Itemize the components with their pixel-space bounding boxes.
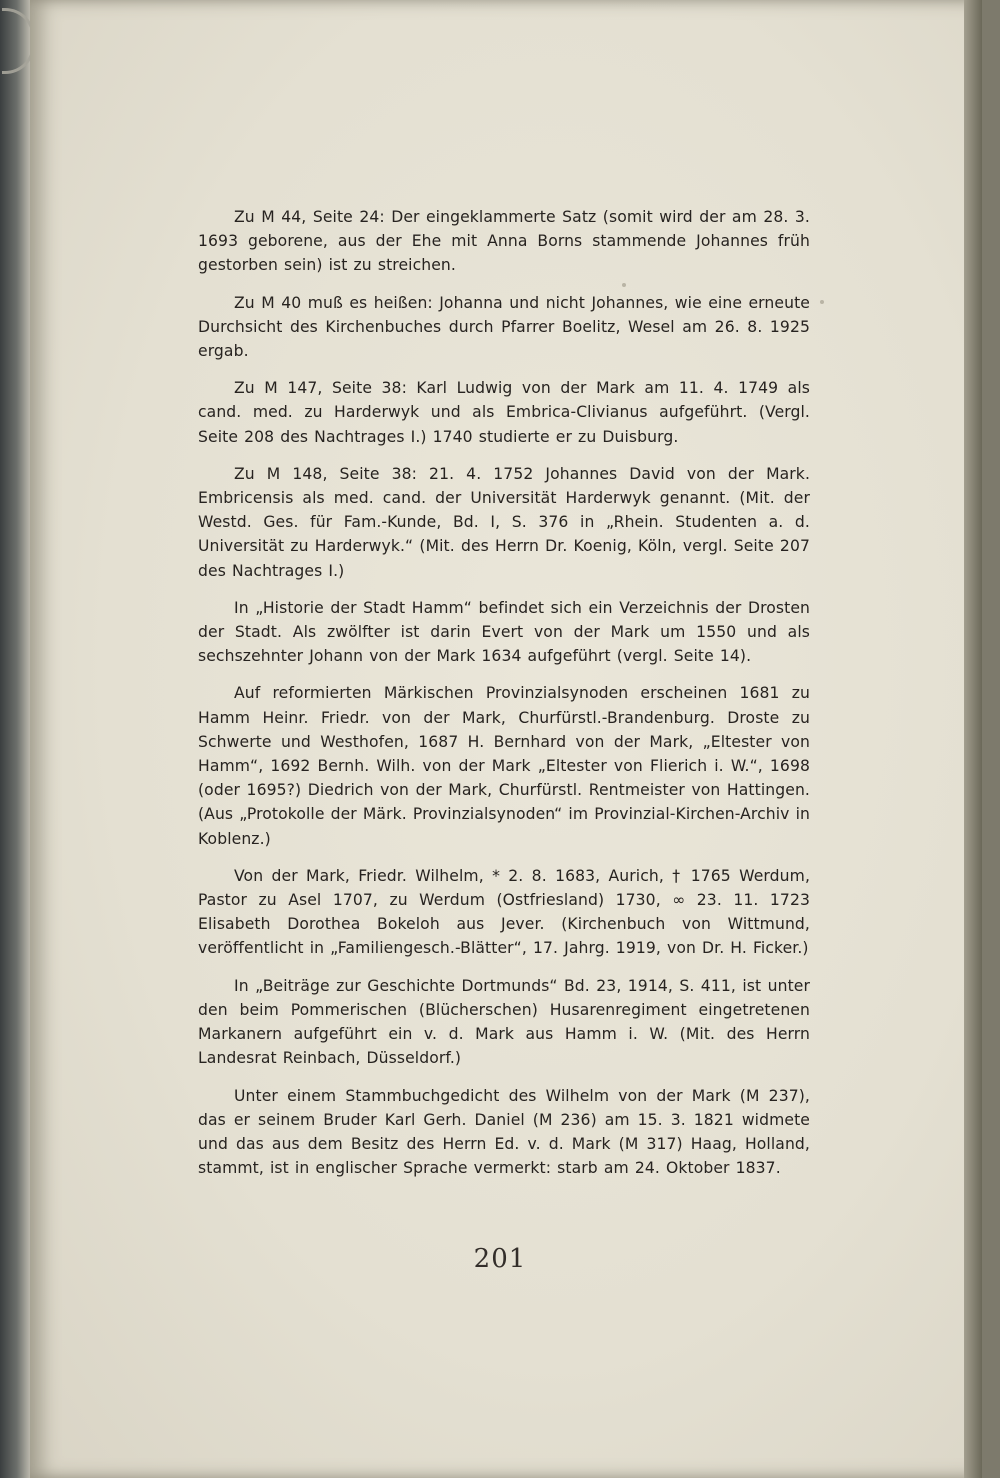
paragraph-6: Auf reformierten Märkischen Provinzialsynoden erscheinen 1681 zu Hamm Heinr. Friedr. von der Mark, Churfürstl.-Brandenburg. Droste zu Schwerte und Westhofen, 1687 H. Bernhard von der Mark, „Eltester von Hamm“, 1692 Bernh. Wilh. von der Mark „Eltester von Flierich i. W.“, 1698 (oder 1695?) Diedrich von der Mark, Churfürstl. Rentmeister von Hattingen. (Aus „Protokolle der Märk. Provinzialsynoden“ im Provinzial-Kirchen-Archiv in Koblenz.) [198,684,810,848]
paper-speck [820,300,824,304]
paragraph-3: Zu M 147, Seite 38: Karl Ludwig von der Mark am 11. 4. 1749 als cand. med. zu Harderwyk und als Embrica-Clivianus aufgeführt. (Vergl. Seite 208 des Nachtrages I.) 1740 studierte er zu Duisburg. [198,379,810,446]
page-number: 201 [473,1244,527,1274]
paragraph-7: Von der Mark, Friedr. Wilhelm, * 2. 8. 1683, Aurich, † 1765 Werdum, Pastor zu Asel 1707, zu Werdum (Ostfriesland) 1730, ∞ 23. 11. 1723 Elisabeth Dorothea Bokeloh aus Jever. (Kirchenbuch von Wittmund, veröffentlicht in „Familiengesch.-Blätter“, 17. Jahrg. 1919, von Dr. H. Ficker.) [198,866,810,958]
body-text [198,205,810,1193]
paragraph-9: Unter einem Stammbuchgedicht des Wilhelm von der Mark (M 237), das er seinem Bruder Karl Gerh. Daniel (M 236) am 15. 3. 1821 widmete und das aus dem Besitz des Herrn Ed. v. d. Mark (M 317) Haag, Holland, stammt, ist in englischer Sprache vermerkt: starb am 24. Oktober 1837. [198,1086,810,1178]
paragraph-5: In „Historie der Stadt Hamm“ befindet sich ein Verzeichnis der Drosten der Stadt. Als zwölfter ist darin Evert von der Mark um 1550 und als sechszehnter Johann von der Mark 1634 aufgeführt (vergl. Seite 14). [198,598,810,666]
paragraph-4: Zu M 148, Seite 38: 21. 4. 1752 Johannes David von der Mark. Embricensis als med. cand. der Universität Harderwyk genannt. (Mit. der Westd. Ges. für Fam.-Kunde, Bd. I, S. 376 in „Rhein. Studenten a. d. Universität zu Harderwyk.“ (Mit. des Herrn Dr. Koenig, Köln, vergl. Seite 207 des Nachtrages I.) [198,464,810,580]
paragraph-8: In „Beiträge zur Geschichte Dortmunds“ Bd. 23, 1914, S. 411, ist unter den beim Pommerischen (Blücherschen) Husarenregiment eingetretenen Markanern aufgeführt ein v. d. Mark aus Hamm i. W. (Mit. des Herrn Landesrat Reinbach, Düsseldorf.) [198,976,810,1068]
paragraph-2: Zu M 40 muß es heißen: Johanna und nicht Johannes, wie eine erneute Durchsicht des Kirchenbuches durch Pfarrer Boelitz, Wesel am 26. 8. 1925 ergab. [198,293,810,361]
paragraph-1: Zu M 44, Seite 24: Der eingeklammerte Satz (somit wird der am 28. 3. 1693 geborene, aus der Ehe mit Anna Borns stammende Johannes früh gestorben sein) ist zu streichen. [198,208,810,275]
